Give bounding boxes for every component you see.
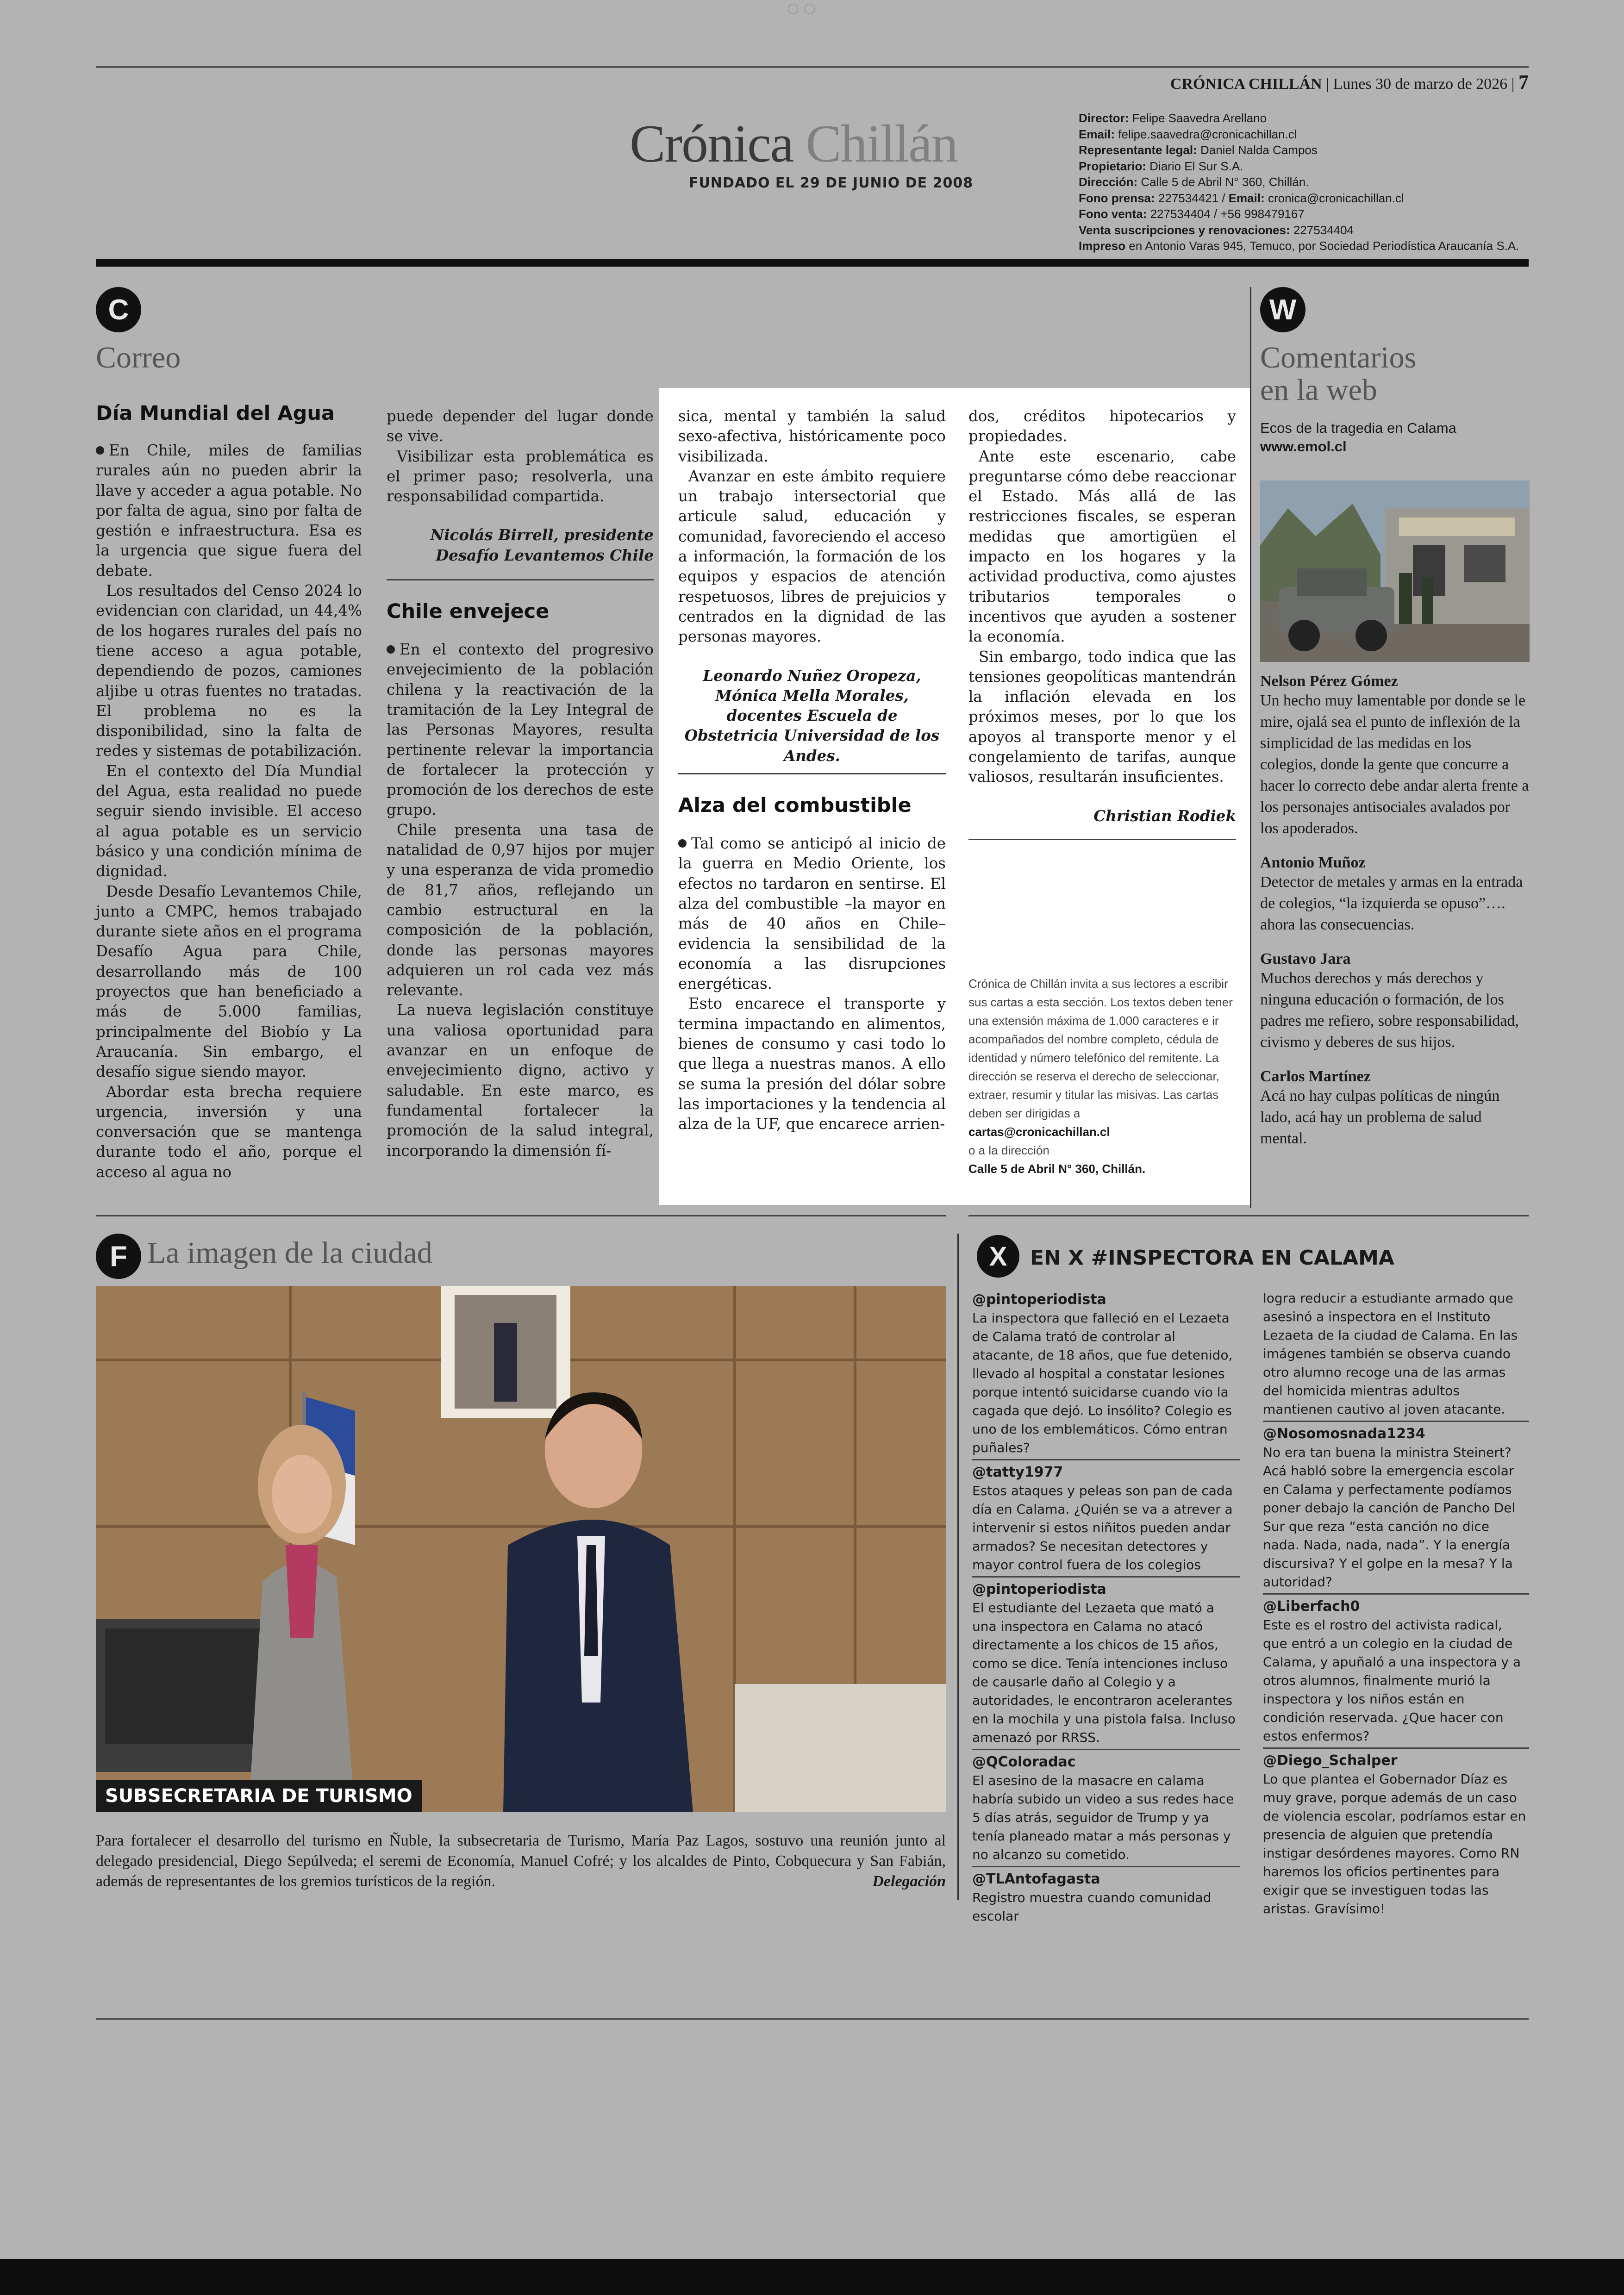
folio-date: | Lunes 30 de marzo de 2026 | bbox=[1322, 75, 1518, 93]
caption-text: Para fortalecer el desarrollo del turismo en Ñuble, la subsecretaria de Turismo, María Paz Lagos, sostuvo una reunión junto al delegado presidencial, Diego Sepúlveda; el seremi de Economía, Manuel Cofré; y los alcaldes de Pinto, Cobquecura y San Fabián, además de representantes de los gremios turísticos de la región. bbox=[96, 1832, 946, 1890]
notice-address: Calle 5 de Abril N° 360, Chillán. bbox=[968, 1162, 1146, 1176]
credit-line: Email: felipe.saavedra@cronicachillan.cl bbox=[1079, 127, 1297, 141]
photo-caption bbox=[96, 1831, 946, 1892]
masthead-chillan: Chillán bbox=[806, 114, 957, 174]
tweet bbox=[972, 1753, 1240, 1867]
letters-col4 bbox=[968, 406, 1236, 840]
tweet bbox=[972, 1463, 1240, 1578]
paragraph: Visibilizar esta problemática es el primer paso; resolverla, una responsabilidad compartida. bbox=[387, 447, 654, 505]
credit-line: Dirección: Calle 5 de Abril N° 360, Chillán. bbox=[1079, 175, 1309, 189]
correo-section-title: Correo bbox=[96, 341, 181, 374]
man-tie bbox=[584, 1545, 598, 1656]
web-badge-icon: W bbox=[1260, 287, 1305, 332]
tweet-user[interactable]: @Diego_Schalper bbox=[1263, 1752, 1398, 1769]
paragraph: Abordar esta brecha requiere urgencia, inversión y una conversación que se mantenga durante todo el año, porque el acceso al agua no bbox=[96, 1083, 362, 1181]
paragraph: En el contexto del Día Mundial del Agua, esta realidad no puede seguir siendo invisible. El acceso al agua potable es un servicio básico y una condición mínima de dignidad. bbox=[96, 762, 362, 880]
tweet-user[interactable]: @tatty1977 bbox=[972, 1464, 1063, 1480]
comment-text: Un hecho muy lamentable por donde se le mire, ojalá sea el punto de inflexión de la simplicidad de las medidas en los colegios, donde la gente que concurre a hacer lo correcto debe andar alerta frente a los personajes antisociales avalados por los apoderados. bbox=[1260, 692, 1529, 837]
comment-author: Antonio Muñoz bbox=[1260, 854, 1366, 871]
tweets-col1 bbox=[972, 1291, 1240, 1926]
paragraph: sica, mental y también la salud sexo-afectiva, históricamente poco visibilizada. bbox=[678, 407, 946, 465]
credit-line: Fono venta: 227534404 / +56 998479167 bbox=[1079, 207, 1305, 221]
tweet bbox=[972, 1291, 1240, 1460]
tweet-text: El asesino de la masacre en calama habría subido un video a sus redes hace 5 días atrás, seguidor de Trump y ya tenía planeado matar a más personas y no alcanzo su cometido. bbox=[972, 1773, 1234, 1862]
woman-blouse bbox=[286, 1545, 318, 1638]
bullet-icon bbox=[678, 839, 687, 848]
paragraph: Esto encarece el transporte y termina impactando en alimentos, bienes de consumo y casi todo lo que llega a nuestras manos. A ello se suma la presión del dólar sobre las importaciones y la tendencia al alza de la UF, que encarece arrien- bbox=[678, 995, 946, 1133]
web-comment bbox=[1260, 854, 1530, 935]
folio-paper: CRÓNICA CHILLÁN bbox=[1170, 75, 1322, 93]
comment-text: Muchos derechos y más derechos y ninguna educación o formación, de los padres me refiero, sobre responsabilidad, civismo y deberes de sus hijos. bbox=[1260, 970, 1519, 1051]
headline-alza-combustible: Alza del combustible bbox=[678, 794, 912, 817]
paragraph: Chile presenta una tasa de natalidad de 0,97 hijos por mujer y una esperanza de vida promedio de 81,7 años, reflejando un cambio estructural en la composición de la población, donde las personas mayores adquieren un rol cada vez más relevante. bbox=[387, 821, 654, 999]
notice-text: Crónica de Chillán invita a sus lectores a escribir sus cartas a esta sección. Los textos deben tener una extensión máxima de 1.000 caracteres e ir acompañados del nombre completo, cédula de identidad y número telefónico del remitente. La dirección se reserva el derecho de seleccionar, extraer, resumir y titular las misivas. Las cartas deben ser dirigidas a bbox=[968, 977, 1233, 1120]
letters-col2 bbox=[387, 406, 654, 1161]
divider bbox=[678, 773, 946, 774]
header-top-rule bbox=[96, 66, 1529, 68]
web-comment bbox=[1260, 1068, 1530, 1149]
signature-rodiek: Christian Rodiek bbox=[1093, 806, 1236, 825]
paragraph: En Chile, miles de familias rurales aún no pueden abrir la llave y acceder a agua potable. No por falta de agua, sino por falta de gestión e infraestructura. Esa es la urgencia que sigue fuera del debate. bbox=[96, 442, 362, 580]
photo-window bbox=[1464, 545, 1505, 582]
founded-date: FUNDADO EL 29 DE JUNIO DE 2008 bbox=[689, 175, 974, 191]
meeting-photo-svg bbox=[96, 1286, 946, 1812]
tweet bbox=[1263, 1597, 1529, 1749]
tweets-col2 bbox=[1263, 1289, 1529, 1918]
column-separator bbox=[957, 1234, 959, 1900]
headline-chile-envejece: Chile envejece bbox=[387, 600, 550, 624]
comment-author: Gustavo Jara bbox=[1260, 950, 1351, 967]
letters-notice bbox=[968, 974, 1236, 1178]
tweet-text: Lo que plantea el Gobernador Díaz es muy grave, porque además de un caso de violencia escolar, podríamos estar en presencia de alguien que pretendía instigar desórdenes mayores. Como RN haremos los oficios pertinentes para exigir que se investiguen todas las aristas. Gravísimo! bbox=[1263, 1771, 1526, 1916]
photo-label: SUBSECRETARIA DE TURISMO bbox=[96, 1780, 422, 1812]
calama-photo-svg bbox=[1260, 480, 1530, 662]
tweet bbox=[1263, 1425, 1529, 1595]
tweet-text: Estos ataques y peleas son pan de cada día en Calama. ¿Quién se va a atrever a intervenir si estos niñitos pueden andar armados? Se necesitan detectores y mayor control fuera de los colegios bbox=[972, 1483, 1233, 1572]
divider bbox=[968, 839, 1236, 840]
comment-text: Acá no hay culpas políticas de ningún lado, acá hay un problema de salud mental. bbox=[1260, 1087, 1500, 1147]
column-separator bbox=[1250, 287, 1251, 1208]
photo-officer bbox=[1422, 578, 1433, 624]
bullet-icon bbox=[96, 446, 104, 455]
credit-line: Impreso en Antonio Varas 945, Temuco, por Sociedad Periodística Araucanía S.A. bbox=[1079, 239, 1519, 253]
photo-officer bbox=[1399, 573, 1412, 624]
signature-nunez-mella: Leonardo Nuñez Oropeza, Mónica Mella Morales, docentes Escuela de Obstetricia Universidad de los Andes. bbox=[684, 666, 940, 765]
section-divider bbox=[968, 1215, 1529, 1216]
paragraph: Desde Desafío Levantemos Chile, junto a CMPC, hemos trabajado durante siete años en el programa Desafío Agua para Chile, desarrollando más de 100 proyectos que han beneficiado a más de 5.000 familias, principalmente del Biobío y La Araucanía. Sin embargo, el desafío sigue siendo mayor. bbox=[96, 882, 362, 1081]
tweet-text: Este es el rostro del activista radical, que entró a un colegio en la ciudad de Calama, y apuñaló a una inspectora y a otros alumnos, finalmente murió la inspectora y los niños están en condición reservada. ¿Que hacer con estos enfermos? bbox=[1263, 1617, 1521, 1744]
paragraph: Tal como se anticipó al inicio de la guerra en Medio Oriente, los efectos no tardaron en sentirse. El alza del combustible –la mayor en más de 40 años en Chile– evidencia la sensibilidad de la economía a las disrupciones energéticas. bbox=[678, 835, 946, 993]
calama-photo bbox=[1260, 480, 1530, 662]
bullet-icon bbox=[387, 645, 395, 654]
tweet bbox=[1263, 1752, 1529, 1918]
x-section-title: EN X #INSPECTORA EN CALAMA bbox=[1030, 1246, 1394, 1270]
tweet-user[interactable]: @pintoperiodista bbox=[972, 1291, 1106, 1308]
section-divider bbox=[96, 1215, 946, 1216]
x-logo-icon: X bbox=[977, 1235, 1019, 1278]
web-comments-list bbox=[1260, 673, 1530, 1149]
folio-page-number: 7 bbox=[1518, 71, 1529, 94]
tweet-text: El estudiante del Lezaeta que mató a una inspectora en Calama no atacó directamente a los chicos de 15 años, como se dice. Tenía intenciones incluso de causarle daño al Colegio y a autoridades, le encontraron acelerantes en la mochila y una pistola falsa. Incluso amenazó por RRSS. bbox=[972, 1600, 1236, 1745]
paragraph: En el contexto del progresivo envejecimiento de la población chilena y la reactivación de la tramitación de la Ley Integral de las Personas Mayores, resulta pertinente relevar la importancia de fortalecer la protección y promoción de los derechos de este grupo. bbox=[387, 641, 654, 819]
photo-sign bbox=[1399, 518, 1515, 536]
tweet-text: No era tan buena la ministra Steinert? Acá habló sobre la emergencia escolar en Calama y perfectamente podíamos poner debajo la canción de Pancho Del Sur que reza “esta canción no dice nada. Nada, nada, nada”. Y la energía discursiva? Y el golpe en la mesa? Y la autoridad? bbox=[1263, 1445, 1516, 1590]
credit-line: Venta suscripciones y renovaciones: 227534404 bbox=[1079, 223, 1354, 237]
imagen-section-title: La imagen de la ciudad bbox=[147, 1236, 432, 1270]
credit-line: Representante legal: Daniel Nalda Campos bbox=[1079, 143, 1318, 157]
divider bbox=[387, 579, 654, 580]
tweet-continued bbox=[1263, 1289, 1529, 1422]
credit-line: Director: Felipe Saavedra Arellano bbox=[1079, 111, 1267, 125]
imagen-badge-icon: F bbox=[96, 1234, 141, 1279]
tweet-text: logra reducir a estudiante armado que asesinó a inspectora en el Instituto Lezaeta de la ciudad de Calama. En las imágenes también se observa cuando otro alumno recoge una de las armas del homicida mientras adultos mantienen cautivo al joven atacante. bbox=[1263, 1291, 1518, 1417]
tweet-user[interactable]: @pintoperiodista bbox=[972, 1581, 1106, 1597]
woman-face bbox=[272, 1455, 332, 1534]
footer-bar bbox=[0, 2259, 1624, 2295]
photo-wheel bbox=[1355, 620, 1387, 651]
paragraph: Los resultados del Censo 2024 lo evidencian con claridad, un 44,4% de los hogares rurales del país no tiene acceso a agua potable, dependiendo de pozos, camiones aljibe u otras fuentes no tratadas. El problema no es la disponibilidad, sino la falta de redes y sistemas de potabilización. bbox=[96, 582, 362, 760]
photo-truck-cab bbox=[1297, 568, 1367, 596]
headline-dia-mundial-agua: Día Mundial del Agua bbox=[96, 402, 335, 425]
credit-line: Propietario: Diario El Sur S.A. bbox=[1079, 159, 1243, 173]
comment-author: Carlos Martínez bbox=[1260, 1068, 1371, 1085]
letter-agua-col1 bbox=[96, 402, 362, 1182]
web-site-link[interactable]: www.emol.cl bbox=[1260, 438, 1347, 455]
paragraph: dos, créditos hipotecarios y propiedades. bbox=[968, 407, 1236, 445]
masthead-logo bbox=[630, 113, 957, 175]
paragraph: Ante este escenario, cabe preguntarse cómo debe reaccionar el Estado. Más allá de las restricciones fiscales, se esperan medidas que amortigüen el impacto en los hogares y la actividad productiva, como ajustes tributarios temporales o incentivos que ayuden a sostener la economía. bbox=[968, 447, 1236, 646]
web-comment bbox=[1260, 950, 1530, 1053]
comment-text: Detector de metales y armas en la entrada de colegios, “la izquierda se opuso”…. ahora las consecuencias. bbox=[1260, 873, 1523, 933]
tweet-user[interactable]: @Nosomosnada1234 bbox=[1263, 1426, 1425, 1442]
header-bold-rule bbox=[96, 259, 1529, 267]
staff-credits bbox=[1079, 110, 1519, 254]
notice-or: o a la dirección bbox=[968, 1143, 1049, 1157]
photo-credit: Delegación bbox=[872, 1873, 946, 1890]
tweet-text: La inspectora que falleció en el Lezaeta de Calama trató de controlar al atacante, de 18 años, que fue detenido, llevado al hospital a constatar lesiones porque intentó suicidarse cuando vio la cagada que dejó. Lo insólito? Colegio es uno de los emblemáticos. Cómo entran puñales? bbox=[972, 1310, 1233, 1455]
turismo-meeting-photo bbox=[96, 1286, 946, 1812]
tweet bbox=[972, 1870, 1240, 1926]
correo-badge-icon: C bbox=[96, 287, 141, 332]
comment-author: Nelson Pérez Gómez bbox=[1260, 673, 1398, 690]
web-comment bbox=[1260, 673, 1530, 839]
masthead-cronica: Crónica bbox=[630, 114, 793, 174]
paragraph: La nueva legislación constituye una valiosa oportunidad para avanzar en un enfoque de envejecimiento digno, activo y saludable. En este marco, es fundamental fortalecer la promoción de la salud integral, incorporando la dimensión fí- bbox=[387, 1001, 654, 1160]
photo-wheel bbox=[1288, 620, 1320, 651]
web-section-title: Comentarios en la web bbox=[1260, 341, 1417, 407]
web-subtitle: Ecos de la tragedia en Calama bbox=[1260, 420, 1456, 436]
letters-col3 bbox=[678, 406, 946, 1135]
signature-birrell: Nicolás Birrell, presidente Desafío Levantemos Chile bbox=[430, 526, 654, 564]
paragraph: Sin embargo, todo indica que las tensiones geopolíticas mantendrán la inflación elevada en los próximos meses, por lo que los apoyos al transporte menor y el congelamiento de tarifas, aunque valiosos, resultarán insuficientes. bbox=[968, 648, 1236, 786]
folio bbox=[1170, 70, 1529, 94]
footer-rule bbox=[96, 2018, 1529, 2020]
scan-marks: ○ ○ bbox=[787, 0, 816, 16]
tweet bbox=[972, 1580, 1240, 1750]
tweet-user[interactable]: @QColoradac bbox=[972, 1754, 1076, 1770]
paragraph: Avanzar en este ámbito requiere un trabajo intersectorial que articule salud, educación y comunidad, favoreciendo el acceso a información, la formación de los equipos y espacios de atención respetuosos, libres de prejuicios y centrados en la dignidad de las personas mayores. bbox=[678, 467, 946, 646]
credit-line: Fono prensa: 227534421 / Email: cronica@cronicachillan.cl bbox=[1079, 191, 1404, 205]
tweet-user[interactable]: @Liberfach0 bbox=[1263, 1598, 1360, 1615]
tweet-text: Registro muestra cuando comunidad escolar bbox=[972, 1890, 1212, 1924]
tweet-user[interactable]: @TLAntofagasta bbox=[972, 1871, 1100, 1887]
notice-email: cartas@cronicachillan.cl bbox=[968, 1125, 1110, 1139]
portrait-figure bbox=[494, 1323, 517, 1402]
paragraph: puede depender del lugar donde se vive. bbox=[387, 407, 654, 445]
desk bbox=[735, 1684, 946, 1812]
